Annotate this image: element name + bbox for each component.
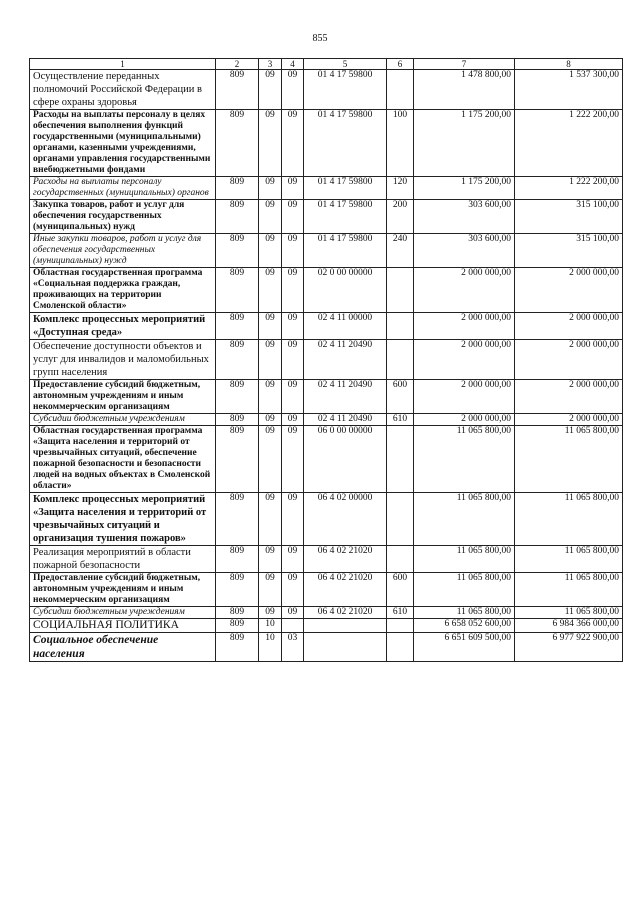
column-header: 5 [304,59,387,70]
row-name-cell: СОЦИАЛЬНАЯ ПОЛИТИКА [30,619,216,633]
section-cell: 09 [259,234,282,268]
code-cell: 809 [216,268,259,313]
amount-year-2-cell: 11 065 800,00 [515,426,623,493]
row-name-cell: Расходы на выплаты персоналу государственных (муниципальных) органов [30,177,216,200]
row-name-cell: Предоставление субсидий бюджетным, автономным учреждениям и иным некоммерческим организациям [30,380,216,414]
target-article-cell: 02 4 11 20490 [304,414,387,426]
amount-year-2-cell: 315 100,00 [515,234,623,268]
row-name-cell: Расходы на выплаты персоналу в целях обеспечения выполнения функций государственными (муниципальными) органами, казенными учреждениями, органами управления государственными внебюджетными фондами [30,110,216,177]
table-row [30,546,623,573]
amount-year-1-cell: 6 651 609 500,00 [414,633,515,662]
target-article-cell: 01 4 17 59800 [304,200,387,234]
amount-year-2-cell: 2 000 000,00 [515,340,623,380]
table-row [30,177,623,200]
code-cell: 809 [216,573,259,607]
amount-year-1-cell: 2 000 000,00 [414,414,515,426]
column-header: 4 [282,59,304,70]
subsection-cell: 09 [282,546,304,573]
code-cell: 809 [216,110,259,177]
section-cell: 09 [259,200,282,234]
expense-type-cell [387,70,414,110]
target-article-cell: 06 0 00 00000 [304,426,387,493]
code-cell: 809 [216,70,259,110]
amount-year-2-cell: 2 000 000,00 [515,414,623,426]
code-cell: 809 [216,493,259,546]
subsection-cell: 09 [282,234,304,268]
page-number: 855 [312,33,328,44]
budget-table [29,58,623,662]
row-name-cell: Закупка товаров, работ и услуг для обеспечения государственных (муниципальных) нужд [30,200,216,234]
subsection-cell: 09 [282,493,304,546]
subsection-cell: 03 [282,633,304,662]
code-cell: 809 [216,313,259,340]
amount-year-2-cell: 2 000 000,00 [515,313,623,340]
amount-year-2-cell: 6 984 366 000,00 [515,619,623,633]
target-article-cell: 01 4 17 59800 [304,110,387,177]
code-cell: 809 [216,633,259,662]
section-cell: 09 [259,340,282,380]
section-cell: 09 [259,493,282,546]
expense-type-cell: 610 [387,607,414,619]
section-cell: 09 [259,380,282,414]
expense-type-cell [387,546,414,573]
expense-type-cell: 120 [387,177,414,200]
amount-year-2-cell: 1 222 200,00 [515,177,623,200]
amount-year-1-cell: 303 600,00 [414,234,515,268]
column-header: 7 [414,59,515,70]
section-cell: 09 [259,573,282,607]
target-article-cell: 06 4 02 21020 [304,573,387,607]
table-row [30,619,623,633]
table-row [30,426,623,493]
table-row [30,313,623,340]
section-cell: 10 [259,619,282,633]
subsection-cell: 09 [282,573,304,607]
expense-type-cell [387,426,414,493]
expense-type-cell: 200 [387,200,414,234]
section-cell: 09 [259,414,282,426]
amount-year-1-cell: 2 000 000,00 [414,340,515,380]
target-article-cell: 01 4 17 59800 [304,70,387,110]
code-cell: 809 [216,340,259,380]
subsection-cell: 09 [282,607,304,619]
amount-year-2-cell: 6 977 922 900,00 [515,633,623,662]
amount-year-1-cell: 2 000 000,00 [414,313,515,340]
code-cell: 809 [216,234,259,268]
amount-year-1-cell: 303 600,00 [414,200,515,234]
amount-year-2-cell: 11 065 800,00 [515,607,623,619]
row-name-cell: Осуществление переданных полномочий Российской Федерации в сфере охраны здоровья [30,70,216,110]
target-article-cell: 06 4 02 21020 [304,607,387,619]
amount-year-1-cell: 2 000 000,00 [414,268,515,313]
subsection-cell: 09 [282,177,304,200]
code-cell: 809 [216,380,259,414]
code-cell: 809 [216,414,259,426]
row-name-cell: Обеспечение доступности объектов и услуг для инвалидов и маломобильных групп населения [30,340,216,380]
expense-type-cell [387,268,414,313]
amount-year-2-cell: 2 000 000,00 [515,380,623,414]
section-cell: 10 [259,633,282,662]
row-name-cell: Областная государственная программа «Защита населения и территорий от чрезвычайных ситуаций, обеспечение пожарной безопасности и безопасности людей на водных объектах в Смоленской области» [30,426,216,493]
amount-year-1-cell: 1 175 200,00 [414,110,515,177]
subsection-cell: 09 [282,340,304,380]
expense-type-cell [387,313,414,340]
expense-type-cell [387,340,414,380]
code-cell: 809 [216,546,259,573]
header-row [30,59,623,70]
row-name-cell: Областная государственная программа «Социальная поддержка граждан, проживающих на территории Смоленской области» [30,268,216,313]
expense-type-cell [387,633,414,662]
table-row [30,607,623,619]
target-article-cell: 01 4 17 59800 [304,234,387,268]
column-header: 3 [259,59,282,70]
target-article-cell: 06 4 02 21020 [304,546,387,573]
amount-year-1-cell: 11 065 800,00 [414,493,515,546]
table-row [30,200,623,234]
row-name-cell: Субсидии бюджетным учреждениям [30,607,216,619]
column-header: 1 [30,59,216,70]
section-cell: 09 [259,607,282,619]
amount-year-1-cell: 11 065 800,00 [414,607,515,619]
amount-year-1-cell: 6 658 052 600,00 [414,619,515,633]
table-row [30,493,623,546]
row-name-cell: Социальное обеспечение населения [30,633,216,662]
amount-year-2-cell: 1 222 200,00 [515,110,623,177]
row-name-cell: Предоставление субсидий бюджетным, автономным учреждениям и иным некоммерческим организациям [30,573,216,607]
amount-year-2-cell: 1 537 300,00 [515,70,623,110]
subsection-cell: 09 [282,426,304,493]
expense-type-cell [387,493,414,546]
target-article-cell: 02 4 11 20490 [304,340,387,380]
amount-year-2-cell: 11 065 800,00 [515,546,623,573]
expense-type-cell [387,619,414,633]
amount-year-1-cell: 1 175 200,00 [414,177,515,200]
target-article-cell: 02 4 11 00000 [304,313,387,340]
code-cell: 809 [216,426,259,493]
subsection-cell [282,619,304,633]
amount-year-2-cell: 11 065 800,00 [515,493,623,546]
amount-year-1-cell: 11 065 800,00 [414,426,515,493]
table-row [30,110,623,177]
table-row [30,234,623,268]
target-article-cell: 02 4 11 20490 [304,380,387,414]
subsection-cell: 09 [282,380,304,414]
code-cell: 809 [216,607,259,619]
expense-type-cell: 100 [387,110,414,177]
section-cell: 09 [259,268,282,313]
row-name-cell: Субсидии бюджетным учреждениям [30,414,216,426]
table-row [30,268,623,313]
code-cell: 809 [216,177,259,200]
row-name-cell: Реализация мероприятий в области пожарной безопасности [30,546,216,573]
column-header: 2 [216,59,259,70]
expense-type-cell: 610 [387,414,414,426]
amount-year-1-cell: 2 000 000,00 [414,380,515,414]
code-cell: 809 [216,200,259,234]
subsection-cell: 09 [282,110,304,177]
section-cell: 09 [259,313,282,340]
section-cell: 09 [259,110,282,177]
target-article-cell: 01 4 17 59800 [304,177,387,200]
section-cell: 09 [259,177,282,200]
amount-year-2-cell: 2 000 000,00 [515,268,623,313]
table-row [30,340,623,380]
target-article-cell [304,633,387,662]
expense-type-cell: 240 [387,234,414,268]
amount-year-1-cell: 11 065 800,00 [414,573,515,607]
target-article-cell: 06 4 02 00000 [304,493,387,546]
table-row [30,633,623,662]
code-cell: 809 [216,619,259,633]
row-name-cell: Иные закупки товаров, работ и услуг для обеспечения государственных (муниципальных) нужд [30,234,216,268]
table-row [30,70,623,110]
amount-year-2-cell: 11 065 800,00 [515,573,623,607]
section-cell: 09 [259,70,282,110]
subsection-cell: 09 [282,313,304,340]
target-article-cell [304,619,387,633]
table-row [30,414,623,426]
amount-year-2-cell: 315 100,00 [515,200,623,234]
amount-year-1-cell: 1 478 800,00 [414,70,515,110]
subsection-cell: 09 [282,70,304,110]
target-article-cell: 02 0 00 00000 [304,268,387,313]
subsection-cell: 09 [282,268,304,313]
column-header: 6 [387,59,414,70]
row-name-cell: Комплекс процессных мероприятий «Доступная среда» [30,313,216,340]
subsection-cell: 09 [282,200,304,234]
table-row [30,380,623,414]
expense-type-cell: 600 [387,573,414,607]
column-header: 8 [515,59,623,70]
section-cell: 09 [259,426,282,493]
table-row [30,573,623,607]
expense-type-cell: 600 [387,380,414,414]
row-name-cell: Комплекс процессных мероприятий «Защита населения и территорий от чрезвычайных ситуаций и организация тушения пожаров» [30,493,216,546]
table-body [30,70,623,662]
amount-year-1-cell: 11 065 800,00 [414,546,515,573]
subsection-cell: 09 [282,414,304,426]
section-cell: 09 [259,546,282,573]
